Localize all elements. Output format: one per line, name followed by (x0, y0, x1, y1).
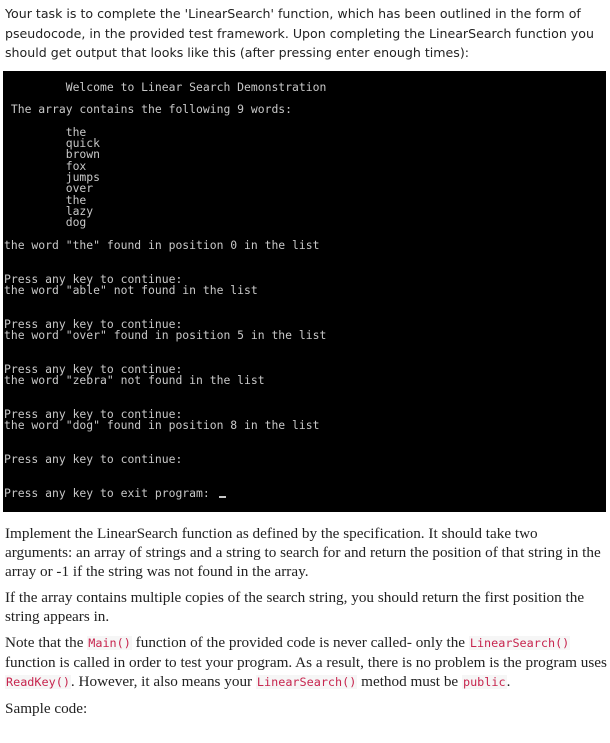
console-prompt: Press any key to continue: (4, 317, 183, 331)
console-result: the word "zebra" not found in the list (4, 373, 265, 387)
note-text: function of the provided code is never called- only the (131, 634, 469, 651)
desc-paragraph-spec: Implement the LinearSearch function as defined by the specification. It should take two arguments: an array of strings and a string to search for and return the position of that string in the array or -1 if the string was not found in the array. (5, 525, 601, 580)
note-text: . (506, 673, 511, 690)
console-word: lazy (4, 204, 94, 218)
note-text: . However, it also means your (70, 673, 256, 690)
code-linearsearch: LinearSearch() (256, 675, 357, 689)
console-cursor (219, 496, 226, 498)
console-word: quick (4, 136, 101, 150)
code-main: Main() (88, 636, 131, 650)
console-word: over (4, 181, 94, 195)
task-intro: Your task is to complete the 'LinearSearch' function, which has been outlined in the form of pseudocode, in the provided test framework. Upon completing the LinearSearch function you should get output that looks like this (after pressing enter enough times): (5, 6, 594, 60)
code-readkey: ReadKey() (6, 675, 70, 689)
desc-paragraph-duplicates: If the array contains multiple copies of the search string, you should return the first position the string appears in. (5, 589, 585, 625)
console-line-welcome: Welcome to Linear Search Demonstration (4, 80, 327, 94)
console-word: dog (4, 215, 87, 229)
desc-paragraph-note (5, 633, 607, 692)
console-exit-prompt: Press any key to exit program: (4, 486, 217, 500)
console-prompt: Press any key to continue: (4, 362, 183, 376)
description (5, 524, 607, 725)
console-word: the (4, 193, 87, 207)
console-result: the word "over" found in position 5 in the list (4, 328, 327, 342)
console-word: the (4, 125, 87, 139)
note-text: function is called in order to test your program. As a result, there is no problem is the program uses (5, 654, 607, 671)
code-linearsearch: LinearSearch() (469, 636, 570, 650)
console-word: jumps (4, 170, 101, 184)
note-text: Note that the (5, 634, 88, 651)
desc-paragraph-sample: Sample code: (5, 700, 88, 717)
console-word: brown (4, 147, 101, 161)
console-exit-line (4, 488, 226, 499)
console-result: the word "able" not found in the list (4, 283, 258, 297)
console-line-array-header: The array contains the following 9 words: (4, 102, 293, 116)
code-public: public (462, 675, 506, 689)
console-prompt: Press any key to continue: (4, 272, 183, 286)
console-prompt: Press any key to continue: (4, 452, 183, 466)
console-result: the word "the" found in position 0 in the list (4, 238, 320, 252)
note-text: method must be (357, 673, 462, 690)
console-prompt: Press any key to continue: (4, 407, 183, 421)
console-result: the word "dog" found in position 8 in the list (4, 418, 320, 432)
console-word: fox (4, 159, 87, 173)
console-output (3, 71, 606, 512)
